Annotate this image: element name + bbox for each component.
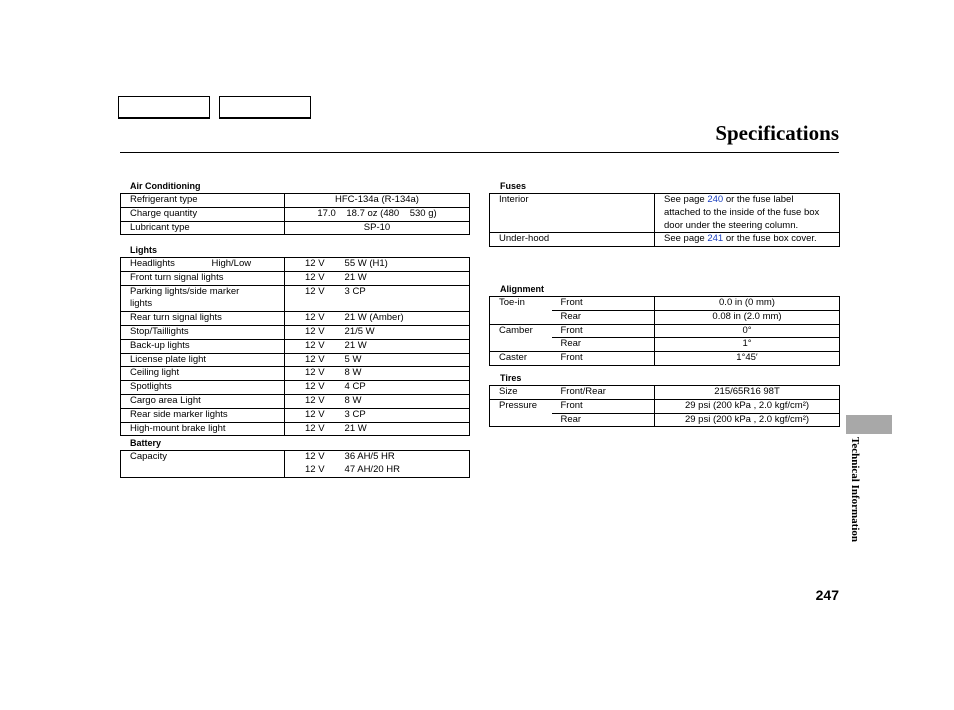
- light-watt: 21 W: [325, 339, 470, 353]
- table-row: [490, 352, 840, 366]
- table-row: [490, 399, 840, 413]
- align-value: 0.0 in (0 mm): [655, 297, 840, 311]
- row-label: Lubricant type: [121, 221, 285, 235]
- light-watt: 8 W: [325, 394, 470, 408]
- align-pos: Front: [552, 324, 655, 338]
- light-volt: 12 V: [285, 422, 325, 436]
- align-pos: Front: [552, 297, 655, 311]
- light-volt: 12 V: [285, 312, 325, 326]
- fuses-heading: Fuses: [500, 181, 527, 191]
- align-value: 0.08 in (2.0 mm): [655, 310, 840, 324]
- light-label: Ceiling light: [121, 367, 285, 381]
- fuse-note-post: or the fuse label attached to the inside of the fuse box door under the steering column.: [664, 194, 820, 231]
- light-volt: 12 V: [305, 258, 325, 269]
- table-row: [121, 422, 470, 436]
- table-row: [490, 297, 840, 311]
- air-conditioning-heading: Air Conditioning: [130, 181, 201, 191]
- light-label: Parking lights/side marker lights: [121, 285, 285, 312]
- table-row: [121, 394, 470, 408]
- tires-table: [489, 385, 840, 427]
- table-row: [121, 339, 470, 353]
- page-number: 247: [815, 587, 839, 603]
- light-watt: 21 W: [325, 271, 470, 285]
- light-volt: 12 V: [285, 325, 325, 339]
- section-tab-label: Technical Information: [849, 437, 861, 543]
- light-label: High-mount brake light: [121, 422, 285, 436]
- align-value: 0°: [655, 324, 840, 338]
- section-tab-marker[interactable]: [846, 415, 892, 434]
- table-row: [121, 194, 470, 208]
- align-pos: Front: [552, 352, 655, 366]
- battery-heading: Battery: [130, 438, 162, 448]
- align-pos: Rear: [552, 338, 655, 352]
- battery-table: [120, 450, 470, 478]
- lights-heading: Lights: [130, 245, 157, 255]
- light-watt: 8 W: [325, 367, 470, 381]
- nav-tab-2[interactable]: [219, 96, 311, 119]
- light-watt: 21 W (Amber): [325, 312, 470, 326]
- table-row: [121, 325, 470, 339]
- table-row: [121, 285, 470, 312]
- align-label: [490, 338, 552, 352]
- align-label: [490, 310, 552, 324]
- light-label: Rear turn signal lights: [121, 312, 285, 326]
- light-watt: 3 CP: [325, 408, 470, 422]
- page-link-240[interactable]: 240: [707, 194, 724, 205]
- air-conditioning-table: [120, 193, 470, 235]
- table-row: [490, 310, 840, 324]
- fuse-note-pre: See page: [664, 233, 708, 245]
- table-row: [121, 381, 470, 395]
- table-row: [490, 324, 840, 338]
- light-volt: 12 V: [285, 367, 325, 381]
- table-row: [121, 312, 470, 326]
- battery-capacity: 36 AH/5 HR: [344, 451, 395, 462]
- fuses-table: [489, 193, 840, 247]
- light-watt: 5 W: [325, 353, 470, 367]
- table-row: [490, 194, 840, 233]
- align-pos: Rear: [552, 310, 655, 324]
- tires-heading: Tires: [500, 373, 522, 383]
- tire-value: 29 psi (200 kPa , 2.0 kgf/cm²): [655, 413, 840, 427]
- light-label: Front turn signal lights: [121, 271, 285, 285]
- light-label: Stop/Taillights: [121, 325, 285, 339]
- light-label: Headlights: [130, 258, 175, 269]
- page-link-241[interactable]: 241: [707, 233, 724, 245]
- light-watt: 3 CP: [325, 285, 470, 312]
- table-row: [490, 233, 840, 247]
- battery-volt: 12 V: [305, 451, 325, 462]
- fuse-note-post: or the fuse box cover.: [723, 233, 817, 245]
- row-label: Charge quantity: [121, 207, 285, 221]
- light-volt: 12 V: [285, 408, 325, 422]
- row-label: Refrigerant type: [121, 194, 285, 208]
- table-row: [121, 221, 470, 235]
- row-value: HFC-134a (R-134a): [335, 194, 419, 205]
- tire-label: Pressure: [490, 399, 552, 413]
- light-label: Spotlights: [121, 381, 285, 395]
- table-row: [121, 451, 470, 464]
- light-volt: 12 V: [285, 394, 325, 408]
- light-volt: 12 V: [285, 381, 325, 395]
- nav-tab-1[interactable]: [118, 96, 210, 119]
- table-row: [121, 207, 470, 221]
- table-row: [121, 258, 470, 272]
- table-row: [121, 408, 470, 422]
- battery-label: Capacity: [121, 451, 285, 478]
- tire-label: Size: [499, 386, 518, 397]
- table-row: [121, 353, 470, 367]
- align-value: 1°45′: [655, 352, 840, 366]
- battery-volt: 12 V: [305, 463, 325, 475]
- light-watt: 21/5 W: [325, 325, 470, 339]
- light-volt: 12 V: [285, 271, 325, 285]
- lights-table: [120, 257, 470, 436]
- tire-pos: Rear: [552, 413, 655, 427]
- fuse-note: [655, 233, 840, 247]
- tire-value: 215/65R16 98T: [714, 386, 780, 397]
- light-watt: 21 W: [325, 422, 470, 436]
- battery-capacity: 47 AH/20 HR: [344, 463, 400, 475]
- tire-pos: Front: [552, 399, 655, 413]
- tire-label: [490, 413, 552, 427]
- table-row: [490, 338, 840, 352]
- light-label: Rear side marker lights: [121, 408, 285, 422]
- fuse-note-pre: See page: [664, 194, 708, 205]
- table-row: [490, 413, 840, 427]
- table-row: [121, 367, 470, 381]
- light-label: License plate light: [121, 353, 285, 367]
- align-label: Camber: [490, 324, 552, 338]
- row-value: SP-10: [285, 221, 470, 235]
- table-row: [121, 271, 470, 285]
- fuse-label: Interior: [490, 194, 655, 233]
- fuse-label: Under-hood: [490, 233, 655, 247]
- alignment-heading: Alignment: [500, 284, 544, 294]
- title-rule: [120, 152, 839, 153]
- light-watt: 55 W (H1): [344, 258, 388, 269]
- align-label: Caster: [490, 352, 552, 366]
- alignment-table: [489, 296, 840, 366]
- light-sub: High/Low: [203, 258, 285, 272]
- table-row: [490, 386, 840, 400]
- tire-pos: Front/Rear: [552, 386, 655, 400]
- light-volt: 12 V: [285, 353, 325, 367]
- tire-value: 29 psi (200 kPa , 2.0 kgf/cm²): [655, 399, 840, 413]
- light-label: Back-up lights: [121, 339, 285, 353]
- row-value: 17.0 18.7 oz (480 530 g): [285, 207, 470, 221]
- fuse-note: [655, 194, 840, 233]
- light-label: Cargo area Light: [121, 394, 285, 408]
- align-value: 1°: [655, 338, 840, 352]
- light-watt: 4 CP: [325, 381, 470, 395]
- align-label: Toe-in: [490, 297, 552, 311]
- light-volt: 12 V: [285, 285, 325, 312]
- page-title: Specifications: [715, 121, 839, 145]
- light-volt: 12 V: [285, 339, 325, 353]
